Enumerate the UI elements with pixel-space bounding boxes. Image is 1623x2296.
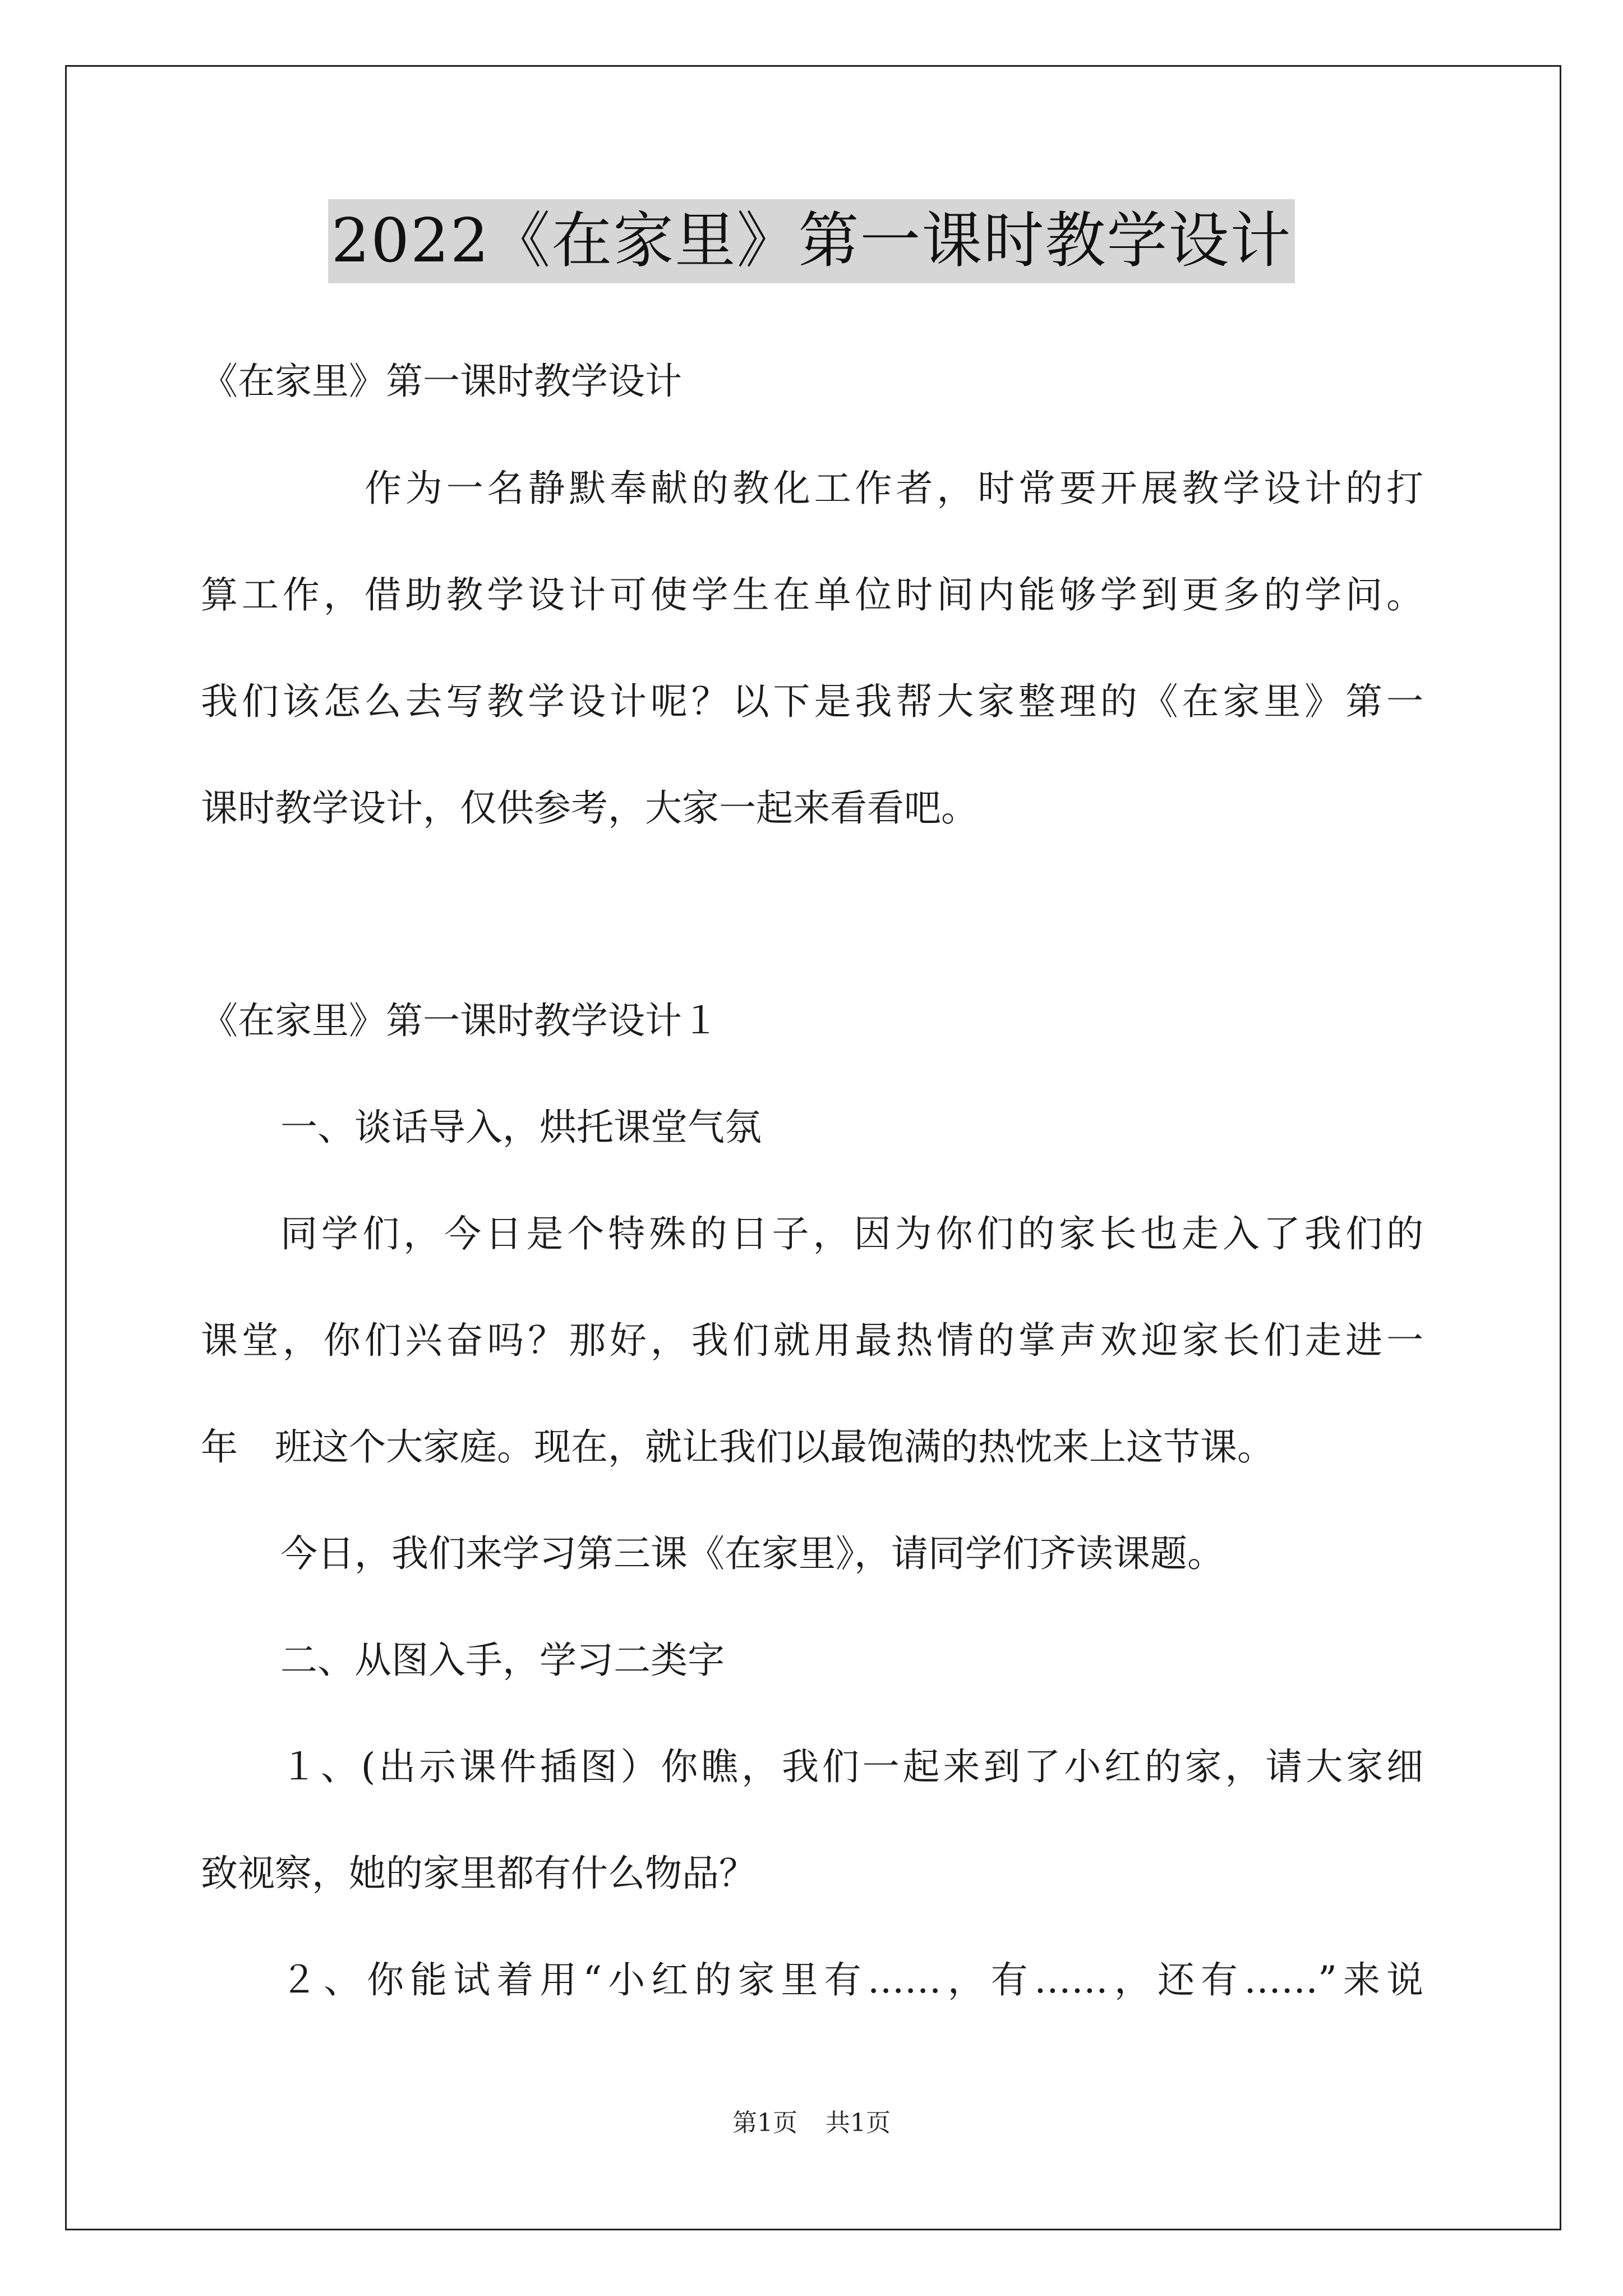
paragraph-line: 同学们，今日是个特殊的日子，因为你们的家长也走入了我们的 xyxy=(280,1212,1423,1255)
page-number-total: 共1页 xyxy=(826,2109,891,2137)
document-title: 2022《在家里》第一课时教学设计 xyxy=(328,199,1295,283)
list-item: 致视察，她的家里都有什么物品？ xyxy=(201,1852,756,1895)
title-container xyxy=(0,199,1623,283)
page-number-current: 第1页 xyxy=(732,2109,797,2137)
paragraph-line: 课堂，你们兴奋吗？那好，我们就用最热情的掌声欢迎家长们走进一 xyxy=(201,1319,1423,1362)
paragraph-line: 今日，我们来学习第三课《在家里》，请同学们齐读课题。 xyxy=(280,1532,1224,1575)
paragraph-line: 年 班这个大家庭。现在，就让我们以最饱满的热忱来上这节课。 xyxy=(201,1425,1274,1469)
heading-2: 二、从图入手，学习二类字 xyxy=(280,1639,725,1682)
list-item: １、(出示课件插图）你瞧，我们一起来到了小红的家，请大家细 xyxy=(280,1745,1423,1788)
document-subtitle: 《在家里》第一课时教学设计 xyxy=(201,360,682,403)
intro-line: 算工作，借助教学设计可使学生在单位时间内能够学到更多的学问。 xyxy=(201,573,1423,616)
intro-line: 作为一名静默奉献的教化工作者，时常要开展教学设计的打 xyxy=(365,467,1423,510)
list-item: ２、你能试着用“小红的家里有……，有……，还有……”来说 xyxy=(280,1958,1423,2001)
intro-line: 课时教学设计，仅供参考，大家一起来看看吧。 xyxy=(201,786,978,830)
page-footer xyxy=(0,2106,1623,2140)
section-title: 《在家里》第一课时教学设计１ xyxy=(201,999,719,1042)
heading-1: 一、谈话导入，烘托课堂气氛 xyxy=(280,1106,762,1149)
intro-line: 我们该怎么去写教学设计呢？以下是我帮大家整理的《在家里》第一 xyxy=(201,680,1423,723)
